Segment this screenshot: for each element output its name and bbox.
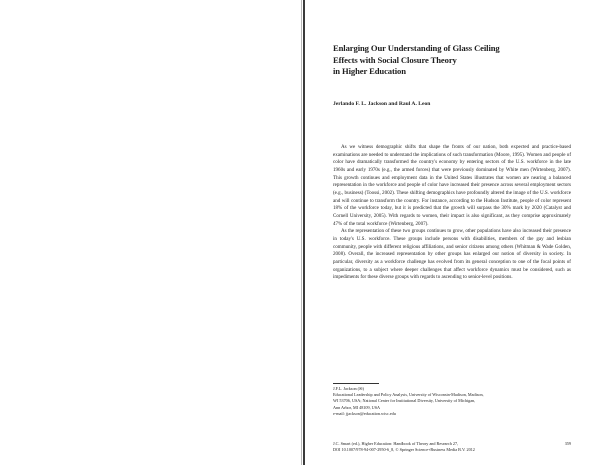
footnote-line: e-mail: jjackson@education.wisc.edu xyxy=(333,410,396,416)
body-paragraph: As the representation of these two groups continues to grow, other populations have also increased their presence in today's U.S. workforce. These groups include persons with disabilities, members of the gay and lesbian community, people with different religious affiliations, and senior citizens among others (Whitman & Wade Golden, 2008). Overall, the increased representation by other groups has enlarged our notion of diversity in society. In particular, diversity as a workforce challenge has evolved from its general conception to one of the focal points of organizations, to a subject where deeper challenges that affect workforce dynamics must be considered, such as impediments for these diverse groups with regards to ascending to senior-level positions. xyxy=(333,228,571,281)
page-number: 359 xyxy=(564,441,571,446)
chapter-authors: Jerlando F. L. Jackson and Raul A. Leon xyxy=(333,101,431,107)
body-text xyxy=(333,144,571,282)
footnote-line: Ann Arbor, MI 48109, USA xyxy=(333,404,381,410)
footnote-line: WI 53706, USA; National Center for Institutional Diversity, University of Michigan, xyxy=(333,398,476,404)
author-footnote xyxy=(333,386,573,417)
book-gutter xyxy=(303,0,305,465)
footnote-line: J.F.L. Jackson (✉) xyxy=(333,386,364,391)
footer-doi: DOI 10.1007/978-94-007-2950-6_8, © Springer Science+Business Media B.V. 2012 xyxy=(333,447,475,453)
chapter-title-line: Effects with Social Closure Theory xyxy=(333,54,457,65)
book-page xyxy=(333,0,571,465)
chapter-title-line: Enlarging Our Understanding of Glass Ceiling xyxy=(333,43,500,53)
footnote-line: Educational Leadership and Policy Analysis, University of Wisconsin-Madison, Madison, xyxy=(333,392,484,398)
page-footer xyxy=(333,441,571,453)
chapter-title xyxy=(333,43,571,78)
footer-citation: J.C. Smart (ed.), Higher Education: Handbook of Theory and Research 27, xyxy=(333,441,459,446)
footnote-rule xyxy=(333,383,379,384)
body-paragraph: As we witness demographic shifts that shape the fronts of our nation, both expected and practice-based examinations are needed to understand the implications of such transformation (Moore, 1995). Women and people of color have dramatically transformed the country's economy by entering sectors of the U.S. workforce in the late 1960s and early 1970s (e.g., the armed forces) that were previously dominated by White men (Wirtenberg, 2007). This growth continues and employment data in the United States illustrates that women are nearing a balanced representation in the workforce and people of color have increased their presence across several employment sectors (e.g., business) (Toossi, 2002). These shifting demographics have profoundly altered the image of the U.S. workforce and will continue to transform the country. For instance, according to the Hudson Institute, people of color represent 18% of the workforce today, but it is predicted that the growth will surpass the 30% mark by 2020 (Catalyst and Cornell University, 2005). With regards to women, their impact is also significant, as they comprise approximately 47% of the total workforce (Wirtenberg, 2007). xyxy=(333,144,571,227)
chapter-title-line: in Higher Education xyxy=(333,66,406,76)
